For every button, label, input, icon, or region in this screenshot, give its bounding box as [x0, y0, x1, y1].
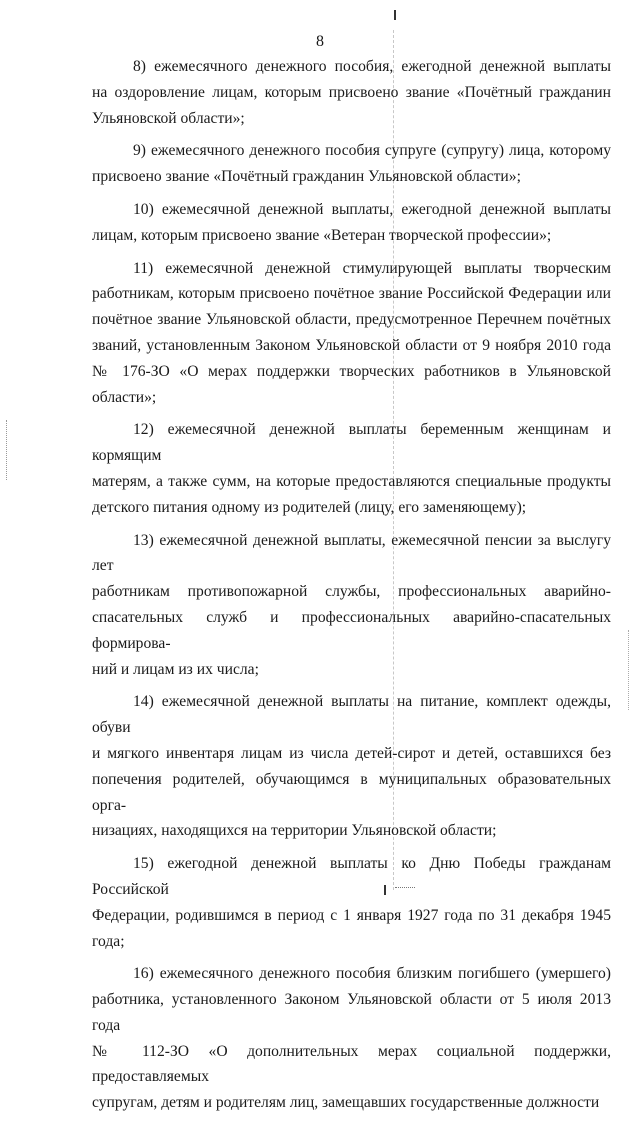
- paragraph-line: 12) ежемесячной денежной выплаты беременным женщинам и кормящим: [92, 421, 611, 465]
- paragraph-line: работникам, которым присвоено почётное звание Российской Федерации или: [92, 285, 611, 303]
- paragraph-line: 14) ежемесячной денежной выплаты на питание, комплект одежды, обуви: [92, 693, 611, 737]
- paragraph-line: 15) ежегодной денежной выплаты ко Дню Победы гражданам Российской: [92, 855, 611, 898]
- paragraph-line: 16) ежемесячного денежного пособия близким погибшего (умершего): [133, 965, 611, 983]
- paragraph: [92, 851, 611, 954]
- paragraph-line: присвоено звание «Почётный гражданин Ульяновской области»;: [92, 168, 521, 186]
- paragraph-line: 8) ежемесячного денежного пособия, ежегодной денежной выплаты: [133, 58, 611, 75]
- scan-dots-left: [6, 420, 11, 480]
- paragraph-line: матерям, а также сумм, на которые предоставляются специальные продукты: [92, 472, 611, 490]
- paragraph: [92, 528, 611, 683]
- paragraph-line: работника, установленного Законом Ульяновской области от 5 июля 2013 года: [92, 991, 611, 1034]
- paragraph-line: лицам, которым присвоено звание «Ветеран творческой профессии»;: [92, 226, 552, 244]
- paragraph-line: почётное звание Ульяновской области, предусмотренное Перечнем почётных: [92, 311, 611, 329]
- page-number: 8: [316, 33, 324, 50]
- paragraph: [92, 54, 611, 131]
- paragraph-line: ний и лицам из их числа;: [92, 660, 259, 678]
- scan-mark-top: [394, 10, 396, 20]
- paragraph: [92, 138, 611, 190]
- paragraph-line: 10) ежемесячной денежной выплаты, ежегодной денежной выплаты: [133, 200, 611, 218]
- paragraph: [92, 417, 611, 520]
- paragraph-line: детского питания одному из родителей (лицу, его заменяющему);: [92, 498, 527, 516]
- paragraph-line: попечения родителей, обучающимся в муниципальных образовательных орга-: [92, 770, 611, 814]
- paragraph-line: № 176-ЗО «О мерах поддержки творческих работников в Ульяновской: [92, 362, 611, 380]
- paragraph-line: званий, установленным Законом Ульяновской области от 9 ноября 2010 года: [92, 336, 611, 354]
- paragraph: [92, 197, 611, 249]
- paragraph-line: на оздоровление лицам, которым присвоено звание «Почётный гражданин: [92, 83, 611, 101]
- paragraph-line: низациях, находящихся на территории Ульяновской области;: [92, 822, 497, 840]
- paragraph-line: супругам, детям и родителям лиц, замещавших государственные должности: [92, 1094, 600, 1112]
- paragraph: [92, 961, 611, 1116]
- document-body: [92, 54, 611, 1123]
- paragraph-line: спасательных служб и профессиональных аварийно-спасательных формирова-: [92, 608, 611, 652]
- paragraph-line: № 112-ЗО «О дополнительных мерах социальной поддержки, предоставляемых: [92, 1042, 611, 1086]
- paragraph-line: работникам противопожарной службы, профессиональных аварийно-: [92, 583, 611, 601]
- scan-dots-right: [628, 630, 633, 710]
- paragraph-line: и мягкого инвентаря лицам из числа детей-сирот и детей, оставшихся без: [92, 744, 611, 762]
- paragraph-line: 13) ежемесячной денежной выплаты, ежемесячной пенсии за выслугу лет: [92, 531, 611, 575]
- paragraph-line: Ульяновской области»;: [92, 109, 245, 127]
- paragraph-line: Федерации, родившимся в период с 1 января 1927 года по 31 декабря 1945 года;: [92, 906, 611, 950]
- paragraph: [92, 689, 611, 844]
- paragraph-line: 9) ежемесячного денежного пособия супруге (супругу) лица, которому: [133, 142, 611, 160]
- paragraph-line: области»;: [92, 388, 157, 406]
- paragraph-line: 11) ежемесячной денежной стимулирующей выплаты творческим: [133, 259, 611, 277]
- paragraph: [92, 256, 611, 411]
